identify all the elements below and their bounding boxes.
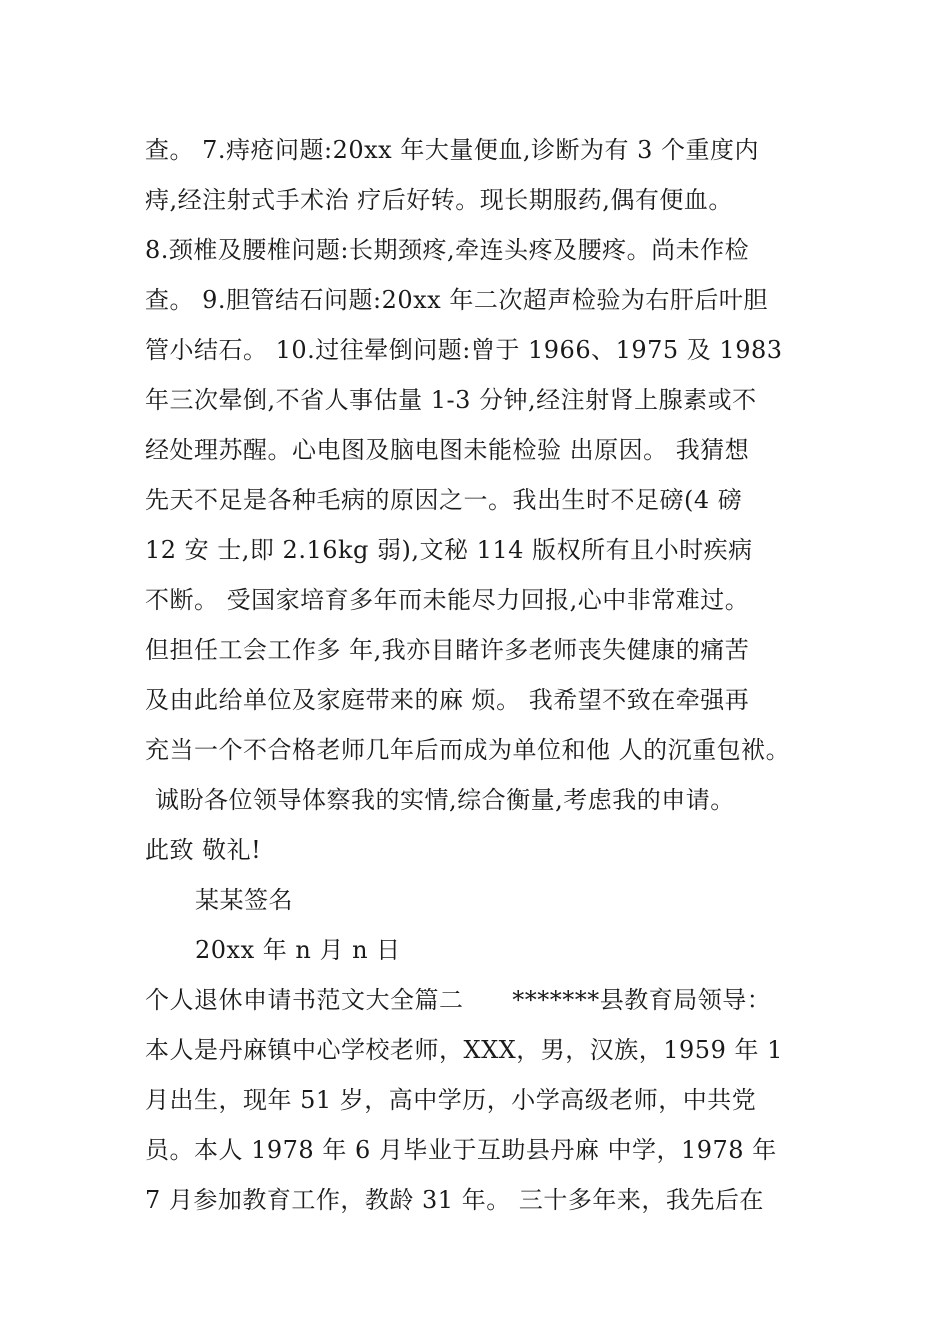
closing-salutation: 此致 敬礼! <box>145 836 262 864</box>
text-line: 8.颈椎及腰椎问题:长期颈疼,牵连头疼及腰疼。尚未作检 <box>145 236 750 264</box>
signature-line: 某某签名 <box>195 886 293 914</box>
text-line: 查。 7.痔疮问题:20xx 年大量便血,诊断为有 3 个重度内 <box>145 136 760 164</box>
text-line: 及由此给单位及家庭带来的麻 烦。 我希望不致在牵强再 <box>145 686 750 714</box>
text-line: 12 安 士,即 2.16kg 弱),文秘 114 版权所有且小时疾病 <box>145 536 753 564</box>
text-line: 7 月参加教育工作，教龄 31 年。 三十多年来，我先后在 <box>145 1186 764 1214</box>
text-line: 但担任工会工作多 年,我亦目睹许多老师丧失健康的痛苦 <box>145 636 750 664</box>
text-line: 月出生，现年 51 岁，高中学历，小学高级老师，中共党 <box>145 1086 757 1114</box>
text-line: 管小结石。 10.过往晕倒问题:曾于 1966、1975 及 1983 <box>145 336 783 364</box>
text-line: 诚盼各位领导体察我的实情,综合衡量,考虑我的申请。 <box>155 786 735 814</box>
text-line: 充当一个不合格老师几年后而成为单位和他 人的沉重包袱。 <box>145 736 791 764</box>
section-heading: 个人退休申请书范文大全篇二 *******县教育局领导： <box>145 986 772 1014</box>
text-line: 年三次晕倒,不省人事估量 1-3 分钟,经注射肾上腺素或不 <box>145 386 757 414</box>
text-line: 痔,经注射式手术治 疗后好转。现长期服药,偶有便血。 <box>145 186 733 214</box>
date-line: 20xx 年 n 月 n 日 <box>195 936 401 964</box>
text-line: 本人是丹麻镇中心学校老师，XXX，男，汉族，1959 年 1 <box>145 1036 783 1064</box>
text-line: 查。 9.胆管结石问题:20xx 年二次超声检验为右肝后叶胆 <box>145 286 768 314</box>
text-line: 不断。 受国家培育多年而未能尽力回报,心中非常难过。 <box>145 586 750 614</box>
text-line: 先天不足是各种毛病的原因之一。我出生时不足磅(4 磅 <box>145 486 743 514</box>
text-line: 经处理苏醒。心电图及脑电图未能检验 出原因。 我猜想 <box>145 436 750 464</box>
text-line: 员。本人 1978 年 6 月毕业于互助县丹麻 中学，1978 年 <box>145 1136 777 1164</box>
